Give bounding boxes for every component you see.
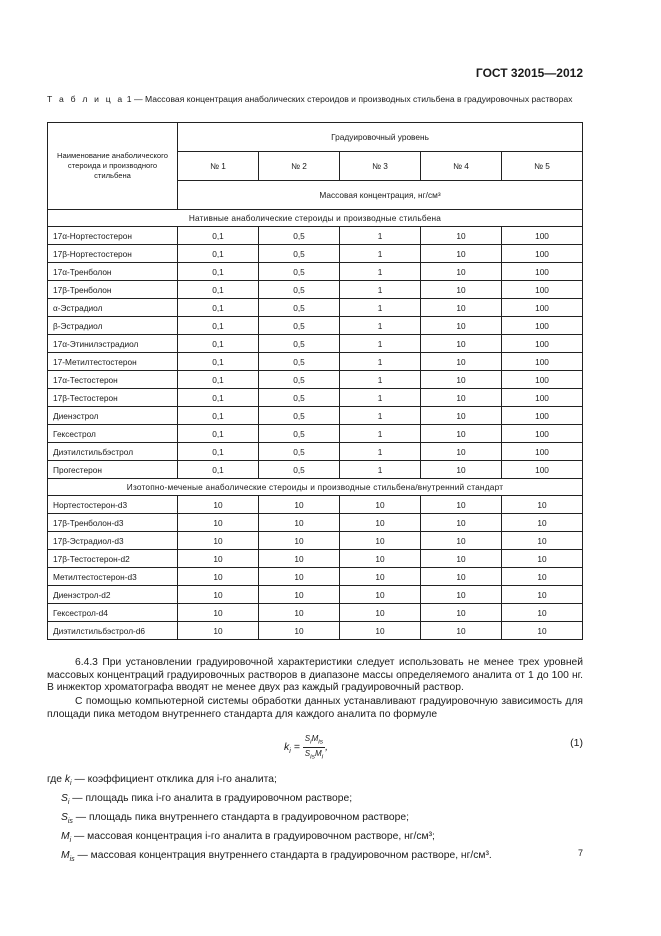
concentration-value: 1 xyxy=(340,245,421,263)
compound-name: Метилтестостерон-d3 xyxy=(48,568,178,586)
formula-denominator: $S_{is}M_i$ xyxy=(304,748,324,761)
concentration-value: 1 xyxy=(340,461,421,479)
concentration-value: 100 xyxy=(502,263,583,281)
compound-name: 17α-Тренболон xyxy=(48,263,178,281)
level-header: № 2 xyxy=(259,152,340,181)
concentration-value: 10 xyxy=(421,299,502,317)
definition-text: — массовая концентрация внутреннего стандарта в градуировочном растворе, нг/см³. xyxy=(74,850,492,862)
concentration-value: 10 xyxy=(421,496,502,514)
table-row xyxy=(48,532,583,550)
table-caption-label: Т а б л и ц а xyxy=(47,94,125,104)
concentration-value: 1 xyxy=(340,425,421,443)
concentration-value: 10 xyxy=(421,532,502,550)
definition-subscript: i xyxy=(69,837,72,845)
concentration-value: 10 xyxy=(421,514,502,532)
definition-text: — площадь пика i-го аналита в градуировочном растворе; xyxy=(69,793,353,805)
compound-name: β-Эстрадиол xyxy=(48,317,178,335)
concentration-value: 100 xyxy=(502,353,583,371)
definition-subscript: i xyxy=(67,799,70,807)
concentration-value: 10 xyxy=(340,514,421,532)
compound-name: Гексестрол-d4 xyxy=(48,604,178,622)
table-row xyxy=(48,389,583,407)
table-row xyxy=(48,496,583,514)
concentration-value: 0,5 xyxy=(259,245,340,263)
table-caption-text: 1 — Массовая концентрация анаболических стероидов и производных стильбена в градуировочных растворах xyxy=(126,94,573,104)
formula-number: (1) xyxy=(570,737,583,749)
concentration-value: 100 xyxy=(502,299,583,317)
concentration-value: 10 xyxy=(259,514,340,532)
concentration-value: 0,5 xyxy=(259,335,340,353)
paragraph-6-4-3 xyxy=(47,657,583,695)
concentration-value: 10 xyxy=(340,550,421,568)
concentration-value: 10 xyxy=(259,586,340,604)
compound-name: 17β-Тренболон xyxy=(48,281,178,299)
concentration-value: 0,5 xyxy=(259,263,340,281)
paragraph-text: С помощью компьютерной системы обработки данных устанавливают градуировочную зависимость для площади пика методом внутреннего стандарта для каждого аналита по формуле xyxy=(47,696,583,720)
table-row xyxy=(48,281,583,299)
concentration-value: 0,5 xyxy=(259,281,340,299)
concentration-value: 10 xyxy=(421,227,502,245)
definitions-list xyxy=(47,772,492,867)
concentration-value: 10 xyxy=(421,335,502,353)
compound-name: 17β-Нортестостерон xyxy=(48,245,178,263)
level-header: № 5 xyxy=(502,152,583,181)
table-row xyxy=(48,443,583,461)
concentration-value: 100 xyxy=(502,389,583,407)
concentration-value: 10 xyxy=(502,622,583,640)
column-header-level: Градуировочный уровень xyxy=(178,123,583,152)
unit-header: Массовая концентрация, нг/см³ xyxy=(178,181,583,210)
concentration-value: 10 xyxy=(421,461,502,479)
level-header: № 1 xyxy=(178,152,259,181)
formula-lhs: k xyxy=(284,740,290,753)
concentration-value: 1 xyxy=(340,299,421,317)
definition-item xyxy=(47,848,492,867)
concentration-value: 10 xyxy=(421,550,502,568)
concentration-value: 1 xyxy=(340,317,421,335)
table-row xyxy=(48,263,583,281)
concentration-value: 1 xyxy=(340,281,421,299)
table-row xyxy=(48,425,583,443)
table-row xyxy=(48,407,583,425)
concentration-value: 10 xyxy=(340,586,421,604)
definition-item xyxy=(47,791,492,810)
compound-name: 17β-Тестостерон xyxy=(48,389,178,407)
concentration-value: 0,5 xyxy=(259,443,340,461)
concentration-value: 1 xyxy=(340,371,421,389)
document-standard-number: ГОСТ 32015—2012 xyxy=(475,66,583,80)
definition-text: — коэффициент отклика для i-го аналита; xyxy=(71,774,277,785)
concentration-value: 10 xyxy=(502,604,583,622)
concentration-value: 1 xyxy=(340,353,421,371)
table-row xyxy=(48,335,583,353)
level-header: № 3 xyxy=(340,152,421,181)
concentration-value: 10 xyxy=(421,586,502,604)
concentration-value: 10 xyxy=(340,568,421,586)
concentration-value: 10 xyxy=(178,622,259,640)
concentration-value: 10 xyxy=(421,317,502,335)
concentration-value: 0,1 xyxy=(178,353,259,371)
table-row xyxy=(48,353,583,371)
compound-name: 17α-Нортестостерон xyxy=(48,227,178,245)
concentration-value: 0,5 xyxy=(259,371,340,389)
section-header: Изотопно-меченые анаболические стероиды и производные стильбена/внутренний стандарт xyxy=(48,479,583,496)
section-header: Нативные анаболические стероиды и производные стильбена xyxy=(48,210,583,227)
table-row xyxy=(48,371,583,389)
compound-name: Нортестостерон-d3 xyxy=(48,496,178,514)
concentration-value: 0,1 xyxy=(178,263,259,281)
concentration-value: 10 xyxy=(340,622,421,640)
concentration-value: 0,1 xyxy=(178,281,259,299)
table-row xyxy=(48,317,583,335)
concentration-value: 10 xyxy=(502,550,583,568)
concentration-value: 10 xyxy=(178,586,259,604)
table-row xyxy=(48,227,583,245)
definition-symbol: S xyxy=(61,812,68,824)
concentration-value: 1 xyxy=(340,227,421,245)
concentration-value: 10 xyxy=(421,263,502,281)
concentration-value: 1 xyxy=(340,443,421,461)
definition-subscript: is xyxy=(69,856,75,864)
concentration-value: 10 xyxy=(421,443,502,461)
concentration-value: 10 xyxy=(421,407,502,425)
concentration-value: 10 xyxy=(502,532,583,550)
compound-name: 17β-Эстрадиол-d3 xyxy=(48,532,178,550)
definition-text: — массовая концентрация i-го аналита в градуировочном растворе, нг/см³; xyxy=(71,831,435,843)
concentration-value: 100 xyxy=(502,371,583,389)
table-row xyxy=(48,586,583,604)
table-row xyxy=(48,604,583,622)
concentration-value: 0,1 xyxy=(178,371,259,389)
concentration-value: 0,1 xyxy=(178,407,259,425)
compound-name: 17-Метилтестостерон xyxy=(48,353,178,371)
concentration-value: 100 xyxy=(502,281,583,299)
concentration-value: 10 xyxy=(421,281,502,299)
table-row xyxy=(48,514,583,532)
definition-text: — площадь пика внутреннего стандарта в градуировочном растворе; xyxy=(72,812,409,824)
concentration-value: 10 xyxy=(340,604,421,622)
definition-item xyxy=(47,810,492,829)
concentration-value: 1 xyxy=(340,389,421,407)
concentration-value: 1 xyxy=(340,407,421,425)
concentration-value: 0,1 xyxy=(178,335,259,353)
concentration-value: 10 xyxy=(421,622,502,640)
concentration-value: 10 xyxy=(421,568,502,586)
concentration-value: 10 xyxy=(421,245,502,263)
concentration-value: 10 xyxy=(178,514,259,532)
definition-item xyxy=(47,772,492,791)
table-row xyxy=(48,461,583,479)
concentration-value: 0,5 xyxy=(259,389,340,407)
concentration-value: 0,5 xyxy=(259,353,340,371)
concentration-value: 0,1 xyxy=(178,299,259,317)
concentration-value: 100 xyxy=(502,335,583,353)
concentration-value: 100 xyxy=(502,425,583,443)
table-caption xyxy=(47,94,583,105)
concentration-value: 10 xyxy=(178,568,259,586)
compound-name: Гексестрол xyxy=(48,425,178,443)
concentration-value: 0,1 xyxy=(178,317,259,335)
concentration-value: 10 xyxy=(421,425,502,443)
compound-name: α-Эстрадиол xyxy=(48,299,178,317)
table-row xyxy=(48,622,583,640)
formula-fraction xyxy=(303,734,325,760)
paragraph-text: 6.4.3 При установлении градуировочной характеристики следует использовать не менее трех уровней массовых концентраций градуировочных растворов в диапазоне массы определяемого аналита от 1 до 100 нг. В инжектор хроматографа вводят не менее двух раз каждый градуировочный раствор. xyxy=(47,657,583,694)
compound-name: 17α-Тестостерон xyxy=(48,371,178,389)
concentration-value: 10 xyxy=(178,604,259,622)
concentration-value: 1 xyxy=(340,263,421,281)
compound-name: Прогестерон xyxy=(48,461,178,479)
compound-name: Диэтилстильбэстрол-d6 xyxy=(48,622,178,640)
table-row xyxy=(48,299,583,317)
concentration-value: 0,1 xyxy=(178,227,259,245)
concentration-value: 0,5 xyxy=(259,461,340,479)
compound-name: 17β-Тестостерон-d2 xyxy=(48,550,178,568)
concentration-value: 10 xyxy=(178,532,259,550)
concentration-value: 0,5 xyxy=(259,299,340,317)
definition-symbol: M xyxy=(61,850,70,862)
concentration-value: 0,5 xyxy=(259,317,340,335)
table-row xyxy=(48,568,583,586)
concentration-value: 10 xyxy=(421,371,502,389)
definition-item xyxy=(47,829,492,848)
concentration-value: 100 xyxy=(502,443,583,461)
concentration-value: 100 xyxy=(502,461,583,479)
concentration-value: 1 xyxy=(340,335,421,353)
concentration-table xyxy=(47,122,583,640)
concentration-value: 0,1 xyxy=(178,425,259,443)
concentration-value: 10 xyxy=(340,496,421,514)
concentration-value: 100 xyxy=(502,407,583,425)
definition-lead: где xyxy=(47,774,65,785)
concentration-value: 10 xyxy=(259,532,340,550)
concentration-value: 100 xyxy=(502,317,583,335)
concentration-value: 10 xyxy=(259,622,340,640)
compound-name: 17β-Тренболон-d3 xyxy=(48,514,178,532)
page-number: 7 xyxy=(577,848,583,858)
concentration-value: 10 xyxy=(259,604,340,622)
concentration-value: 100 xyxy=(502,227,583,245)
concentration-value: 10 xyxy=(178,496,259,514)
definition-symbol: M xyxy=(61,831,70,843)
definition-symbol: k xyxy=(64,774,71,785)
concentration-value: 10 xyxy=(421,604,502,622)
concentration-value: 10 xyxy=(178,550,259,568)
formula-numerator: $S_iM_{is}$ xyxy=(304,734,324,746)
concentration-value: 10 xyxy=(259,496,340,514)
compound-name: Диенэстрол xyxy=(48,407,178,425)
concentration-value: 100 xyxy=(502,245,583,263)
concentration-value: 10 xyxy=(502,496,583,514)
concentration-value: 10 xyxy=(502,514,583,532)
concentration-value: 10 xyxy=(340,532,421,550)
concentration-value: 0,5 xyxy=(259,407,340,425)
definition-subscript: i xyxy=(70,780,72,788)
concentration-value: 0,1 xyxy=(178,245,259,263)
paragraph-formula-intro xyxy=(47,696,583,721)
concentration-value: 10 xyxy=(502,586,583,604)
table-row xyxy=(48,550,583,568)
concentration-value: 0,5 xyxy=(259,227,340,245)
compound-name: 17α-Этинилэстрадиол xyxy=(48,335,178,353)
formula-1: $k_i$ = $\frac{S_iM_{is}}{S_{is}M_i}$ , xyxy=(284,734,329,761)
formula-lhs-subscript: i xyxy=(289,747,291,755)
concentration-value: 10 xyxy=(421,353,502,371)
table-row xyxy=(48,245,583,263)
definition-symbol: S xyxy=(61,793,68,805)
concentration-value: 10 xyxy=(259,550,340,568)
concentration-value: 10 xyxy=(421,389,502,407)
compound-name: Диэтилстильбэстрол xyxy=(48,443,178,461)
concentration-value: 10 xyxy=(502,568,583,586)
definition-subscript: is xyxy=(67,818,73,826)
compound-name: Диенэстрол-d2 xyxy=(48,586,178,604)
column-header-name: Наименование анаболического стероида и производного стильбена xyxy=(48,123,178,210)
concentration-value: 10 xyxy=(259,568,340,586)
concentration-value: 0,5 xyxy=(259,425,340,443)
concentration-value: 0,1 xyxy=(178,389,259,407)
concentration-value: 0,1 xyxy=(178,461,259,479)
level-header: № 4 xyxy=(421,152,502,181)
concentration-value: 0,1 xyxy=(178,443,259,461)
